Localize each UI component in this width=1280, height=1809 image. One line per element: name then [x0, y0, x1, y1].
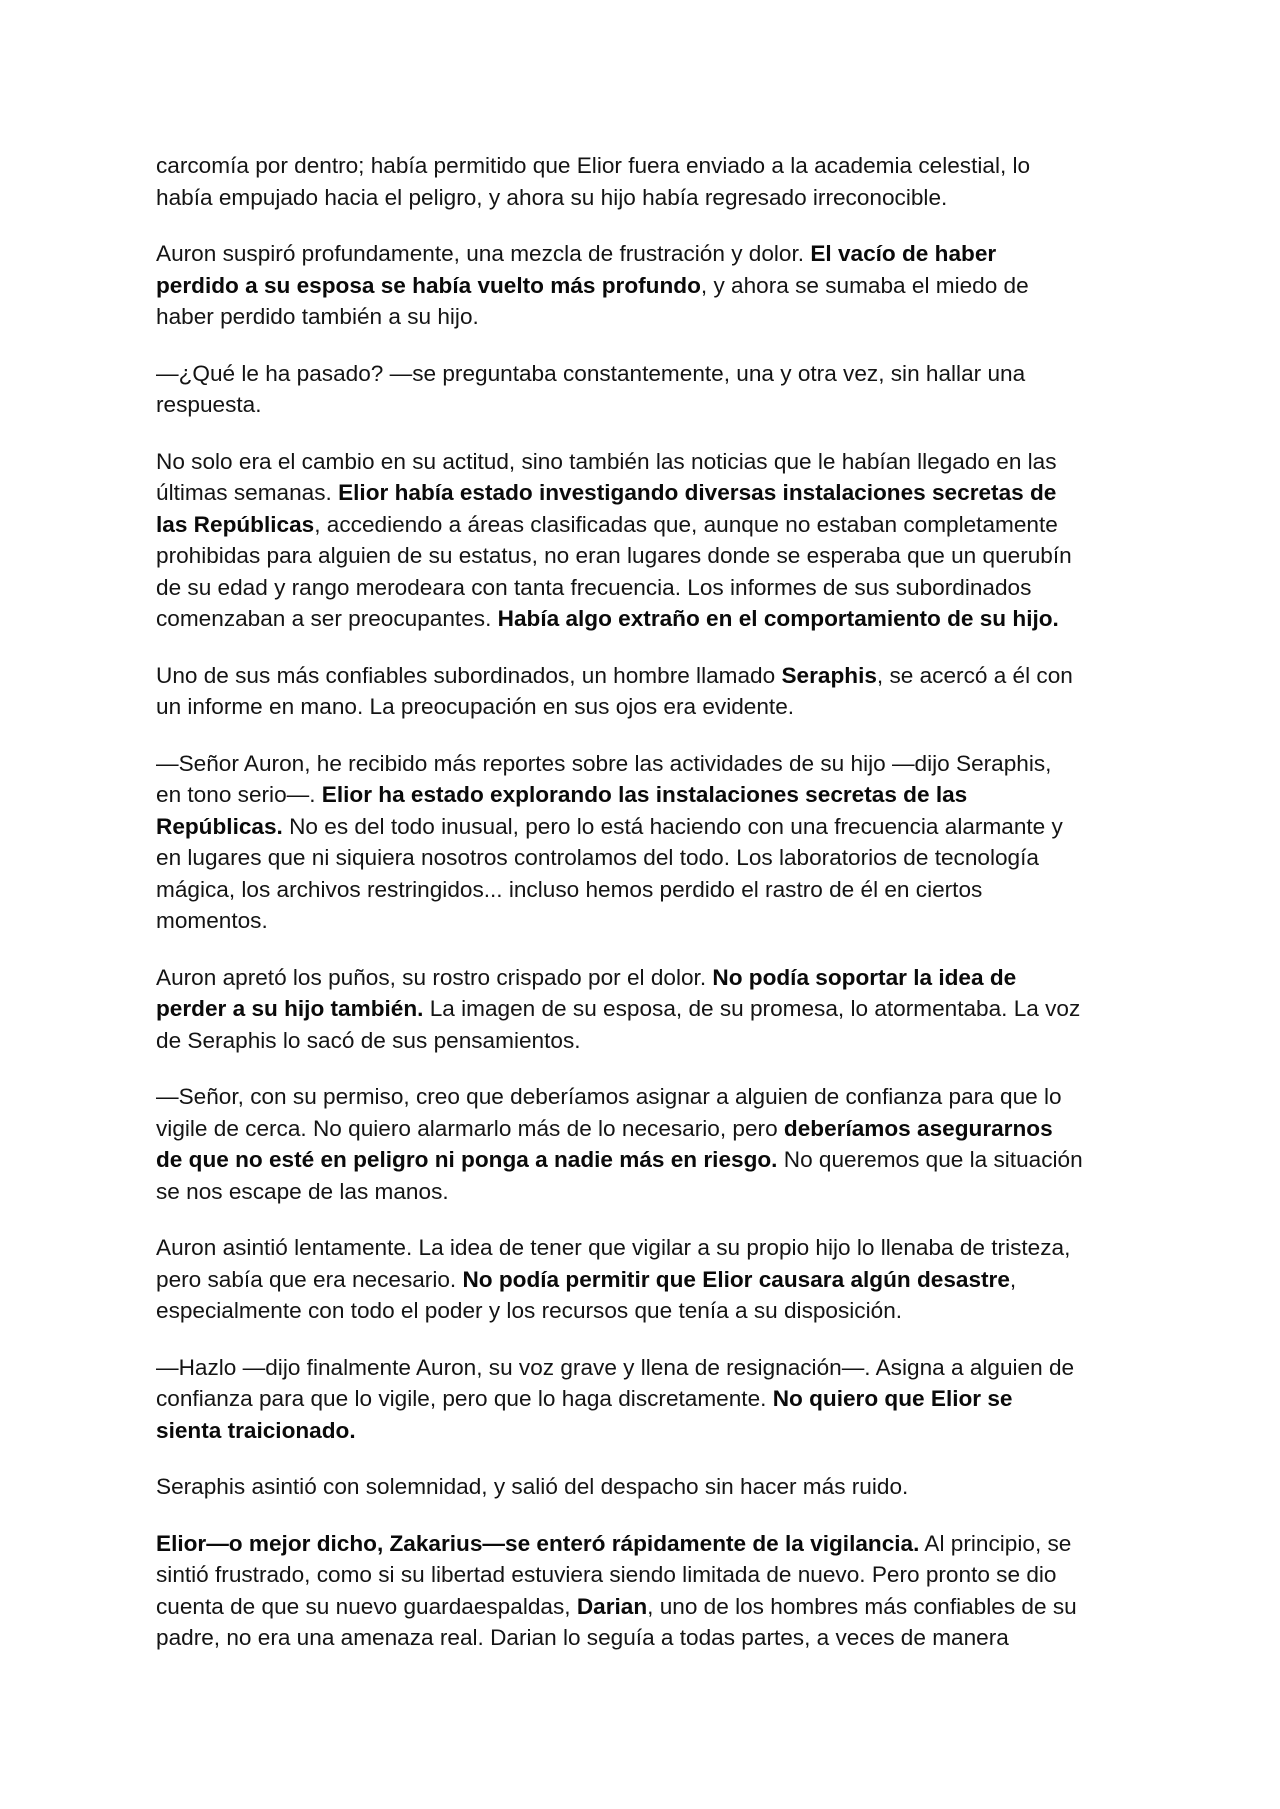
text-run: vigile de cerca. No quiero alarmarlo más de lo necesario, pero — [156, 1115, 784, 1141]
text-line — [156, 1528, 1136, 1560]
text-run: Auron apretó los puños, su rostro crispado por el dolor. — [156, 964, 713, 990]
text-line — [156, 358, 1136, 390]
text-run: , se acercó a él con — [876, 662, 1073, 688]
text-line — [156, 150, 1136, 182]
bold-text-run: No podía permitir que Elior causara algún desastre — [462, 1266, 1010, 1292]
bold-text-run: de que no esté en peligro ni ponga a nadie más en riesgo. — [156, 1147, 778, 1172]
text-run: , accediendo a áreas clasificadas que, aunque no estaban completamente — [314, 511, 1058, 537]
bold-text-run: sienta traicionado. — [156, 1417, 356, 1443]
text-run: padre, no era una amenaza real. Darian lo seguía a todas partes, a veces de manera — [156, 1625, 1009, 1650]
text-line — [156, 1383, 1136, 1415]
text-run: había empujado hacia el peligro, y ahora su hijo había regresado irreconocible. — [156, 184, 948, 210]
text-run: de Seraphis lo sacó de sus pensamientos. — [156, 1027, 581, 1053]
text-line — [156, 1622, 1136, 1654]
paragraph — [156, 748, 1136, 937]
text-run: Al principio, se — [919, 1530, 1072, 1556]
bold-text-run: perder a su hijo también. — [156, 996, 424, 1021]
text-run: momentos. — [156, 908, 268, 933]
text-run: , y ahora se sumaba el miedo de — [700, 272, 1029, 298]
text-run: Seraphis asintió con solemnidad, y salió del despacho sin hacer más ruido. — [156, 1474, 909, 1499]
text-run: se nos escape de las manos. — [156, 1178, 449, 1204]
text-run: en tono serio—. — [156, 782, 322, 807]
paragraph — [156, 962, 1136, 1057]
text-run: últimas semanas. — [156, 480, 339, 505]
bold-text-run: perdido a su esposa se había vuelto más profundo — [156, 272, 701, 298]
text-line — [156, 993, 1136, 1025]
text-run: pero sabía que era necesario. — [156, 1266, 463, 1292]
text-line — [156, 509, 1136, 541]
text-line — [156, 842, 1136, 874]
text-line — [156, 1144, 1136, 1176]
text-line — [156, 874, 1136, 906]
text-run: confianza para que lo vigile, pero que lo haga discretamente. — [156, 1386, 773, 1411]
text-line — [156, 1352, 1136, 1384]
paragraph — [156, 1471, 1136, 1503]
bold-text-run: No quiero que Elior se — [772, 1386, 1013, 1411]
text-line — [156, 1081, 1136, 1113]
text-line — [156, 1113, 1136, 1145]
text-run: haber perdido también a su hijo. — [156, 304, 479, 329]
text-line — [156, 962, 1136, 994]
paragraph — [156, 1528, 1136, 1654]
text-run: —Hazlo —dijo finalmente Auron, su voz grave y llena de resignación—. Asigna a alguien de — [156, 1354, 1075, 1380]
text-run: un informe en mano. La preocupación en sus ojos era evidente. — [156, 694, 795, 719]
text-line — [156, 1176, 1136, 1208]
bold-text-run: Elior ha estado explorando las instalaciones secretas de las — [321, 782, 968, 807]
text-line — [156, 540, 1136, 572]
text-line — [156, 603, 1136, 635]
text-run: Auron suspiró profundamente, una mezcla de frustración y dolor. — [156, 241, 811, 266]
text-line — [156, 1025, 1136, 1057]
text-run: especialmente con todo el poder y los recursos que tenía a su disposición. — [156, 1298, 903, 1323]
paragraph — [156, 238, 1136, 333]
text-run: , — [1009, 1266, 1017, 1292]
bold-text-run: No podía soportar la idea de — [712, 964, 1017, 990]
text-run: carcomía por dentro; había permitido que Elior fuera enviado a la academia celestial, lo — [156, 153, 1031, 178]
text-run: —Señor Auron, he recibido más reportes sobre las actividades de su hijo —dijo Seraphis, — [156, 750, 1052, 776]
bold-text-run: Seraphis — [781, 662, 877, 688]
paragraph — [156, 1232, 1136, 1327]
text-line — [156, 572, 1136, 604]
paragraph — [156, 150, 1136, 213]
text-line — [156, 270, 1136, 302]
text-line — [156, 660, 1136, 692]
text-run: comenzaban a ser preocupantes. — [156, 606, 498, 631]
text-line — [156, 1559, 1136, 1591]
text-run: No solo era el cambio en su actitud, sino también las noticias que le habían llegado en las — [156, 448, 1057, 474]
bold-text-run: Darian — [576, 1593, 648, 1619]
paragraph — [156, 446, 1136, 635]
bold-text-run: Elior había estado investigando diversas instalaciones secretas de — [338, 480, 1057, 505]
text-line — [156, 238, 1136, 270]
text-line — [156, 182, 1136, 214]
text-line — [156, 1232, 1136, 1264]
text-run: —Señor, con su permiso, creo que deberíamos asignar a alguien de confianza para que lo — [156, 1084, 1062, 1109]
text-line — [156, 905, 1136, 937]
text-line — [156, 748, 1136, 780]
text-run: de su edad y rango merodeara con tanta frecuencia. Los informes de sus subordinados — [156, 574, 1032, 600]
paragraph — [156, 660, 1136, 723]
text-line — [156, 811, 1136, 843]
text-run: sintió frustrado, como si su libertad estuviera siendo limitada de nuevo. Pero pronto se dio — [156, 1562, 1057, 1587]
text-run: No queremos que la situación — [777, 1147, 1083, 1172]
text-line — [156, 1264, 1136, 1296]
text-line — [156, 691, 1136, 723]
text-line — [156, 779, 1136, 811]
text-line — [156, 301, 1136, 333]
text-run: cuenta de que su nuevo guardaespaldas, — [156, 1593, 577, 1619]
bold-text-run: Repúblicas. — [156, 813, 283, 839]
text-line — [156, 389, 1136, 421]
text-line — [156, 1295, 1136, 1327]
text-run: mágica, los archivos restringidos... incluso hemos perdido el rastro de él en ciertos — [156, 876, 983, 902]
paragraph — [156, 1081, 1136, 1207]
text-line — [156, 1471, 1136, 1503]
text-run: Uno de sus más confiables subordinados, un hombre llamado — [156, 662, 782, 688]
text-run: respuesta. — [156, 392, 262, 417]
paragraph — [156, 1352, 1136, 1447]
text-run: La imagen de su esposa, de su promesa, lo atormentaba. La voz — [423, 996, 1081, 1021]
text-line — [156, 1591, 1136, 1623]
document-body — [156, 150, 1136, 1679]
bold-text-run: Había algo extraño en el comportamiento de su hijo. — [497, 606, 1059, 631]
bold-text-run: deberíamos asegurarnos — [783, 1115, 1053, 1141]
text-run: —¿Qué le ha pasado? —se preguntaba constantemente, una y otra vez, sin hallar una — [156, 360, 1026, 386]
bold-text-run: las Repúblicas — [156, 511, 315, 537]
text-run: en lugares que ni siquiera nosotros controlamos del todo. Los laboratorios de tecnología — [156, 845, 1039, 870]
text-run: , uno de los hombres más confiables de su — [647, 1593, 1077, 1619]
text-run: prohibidas para alguien de su estatus, no eran lugares donde se esperaba que un querubín — [156, 543, 1072, 568]
text-line — [156, 446, 1136, 478]
text-run: Auron asintió lentamente. La idea de tener que vigilar a su propio hijo lo llenaba de tristeza, — [156, 1235, 1071, 1260]
text-line — [156, 1415, 1136, 1447]
bold-text-run: Elior—o mejor dicho, Zakarius—se enteró rápidamente de la vigilancia. — [156, 1530, 920, 1556]
paragraph — [156, 358, 1136, 421]
bold-text-run: El vacío de haber — [810, 241, 997, 266]
text-line — [156, 477, 1136, 509]
text-run: No es del todo inusual, pero lo está haciendo con una frecuencia alarmante y — [282, 813, 1063, 839]
